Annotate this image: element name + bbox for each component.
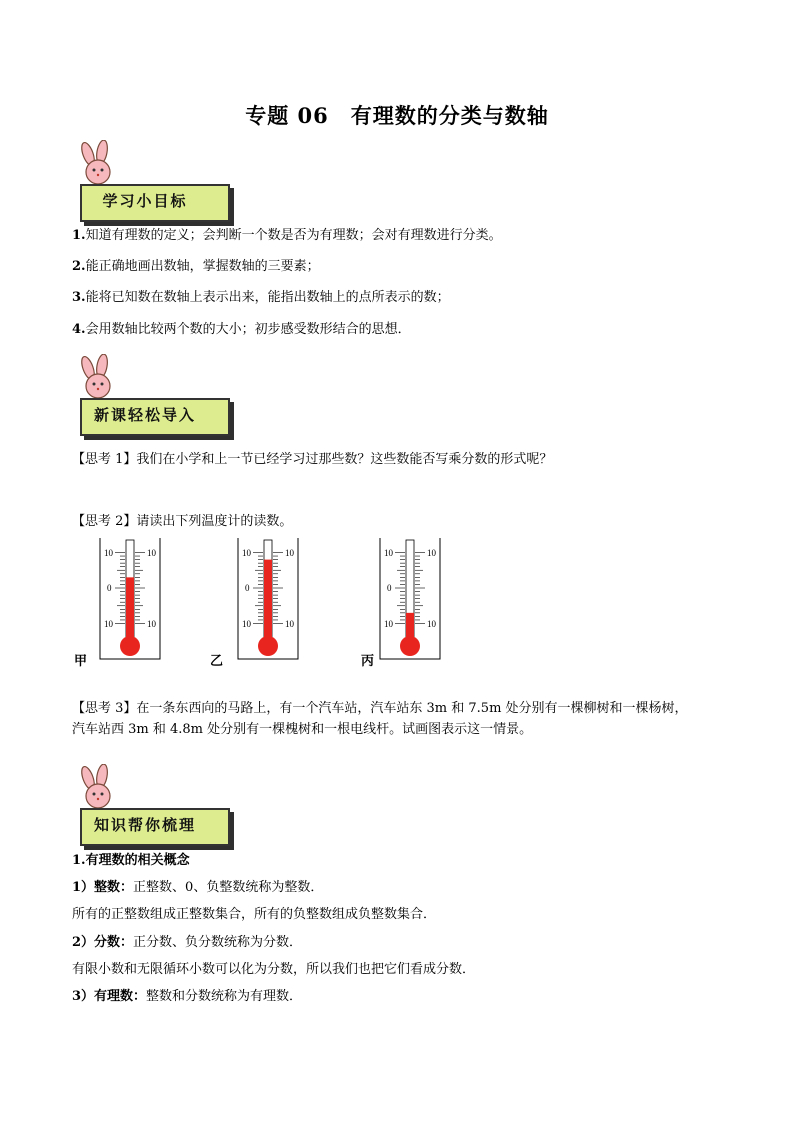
scale-label-top-right: 10 <box>427 548 436 558</box>
knowledge-line-1: 1）整数：正整数、0、负整数统称为整数． <box>72 880 324 895</box>
knowledge-heading: 1.有理数的相关概念 <box>72 853 190 868</box>
scale-label-bottom-right: 10 <box>147 619 156 629</box>
scale-label-top-right: 10 <box>285 548 294 558</box>
bunny-icon <box>76 140 120 186</box>
badge-label: 学习小目标 <box>102 192 188 210</box>
mercury-bulb <box>120 636 140 656</box>
scale-label-bottom-left: 10 <box>384 619 393 629</box>
page-title: 专题 06 有理数的分类与数轴 <box>245 103 549 128</box>
think-3-line-2: 汽车站西 3m 和 4.8m 处分别有一棵槐树和一根电线杆。试画图表示这一情景。 <box>72 722 533 737</box>
scale-label-zero: 0 <box>387 583 392 593</box>
scale-label-bottom-right: 10 <box>427 619 436 629</box>
scale-label-bottom-left: 10 <box>242 619 251 629</box>
knowledge-line-5: 3）有理数：整数和分数统称为有理数． <box>72 989 303 1004</box>
knowledge-line-3: 2）分数：正分数、负分数统称为分数． <box>72 935 303 950</box>
goal-item-4: 4.会用数轴比较两个数的大小；初步感受数形结合的思想． <box>72 322 411 337</box>
scale-label-top-left: 10 <box>242 548 251 558</box>
thermometer-name-label: 丙 <box>361 654 375 669</box>
think-1: 【思考 1】我们在小学和上一节已经学习过那些数？这些数能否写乘分数的形式呢？ <box>72 452 553 467</box>
thermometer-2 <box>228 538 308 662</box>
scale-label-top-left: 10 <box>384 548 393 558</box>
bunny-icon <box>76 354 120 400</box>
think-2: 【思考 2】请读出下列温度计的读数。 <box>72 514 293 529</box>
knowledge-line-2: 所有的正整数组成正整数集合，所有的负整数组成负整数集合． <box>72 907 437 922</box>
badge-label: 知识帮你梳理 <box>93 816 196 834</box>
scale-label-top-left: 10 <box>104 548 113 558</box>
goal-item-2: 2.能正确地画出数轴，掌握数轴的三要素； <box>72 259 320 274</box>
thermometer-name-label: 甲 <box>74 654 88 669</box>
goal-item-3: 3.能将已知数在数轴上表示出来，能指出数轴上的点所表示的数； <box>72 290 450 305</box>
section-badge-intro <box>76 372 236 434</box>
thermometer-3 <box>370 538 450 662</box>
section-badge-knowledge <box>76 782 236 844</box>
scale-label-top-right: 10 <box>147 548 156 558</box>
scale-label-bottom-left: 10 <box>104 619 113 629</box>
mercury-bulb <box>258 636 278 656</box>
section-badge-goals <box>76 158 236 220</box>
scale-label-zero: 0 <box>245 583 250 593</box>
knowledge-line-4: 有限小数和无限循环小数可以化为分数，所以我们也把它们看成分数． <box>72 962 476 977</box>
badge-label: 新课轻松导入 <box>93 406 196 424</box>
goal-item-1: 1.知道有理数的定义；会判断一个数是否为有理数；会对有理数进行分类。 <box>72 228 502 243</box>
thermometer-1 <box>90 538 170 662</box>
mercury-bulb <box>400 636 420 656</box>
thermometer-name-label: 乙 <box>210 654 224 669</box>
mercury-column <box>264 560 272 642</box>
scale-label-bottom-right: 10 <box>285 619 294 629</box>
mercury-column <box>126 577 134 642</box>
bunny-icon <box>76 764 120 810</box>
think-3-line-1: 【思考 3】在一条东西向的马路上，有一个汽车站，汽车站东 3m 和 7.5m 处分别有一棵柳树和一棵杨树， <box>72 701 688 716</box>
scale-label-zero: 0 <box>107 583 112 593</box>
